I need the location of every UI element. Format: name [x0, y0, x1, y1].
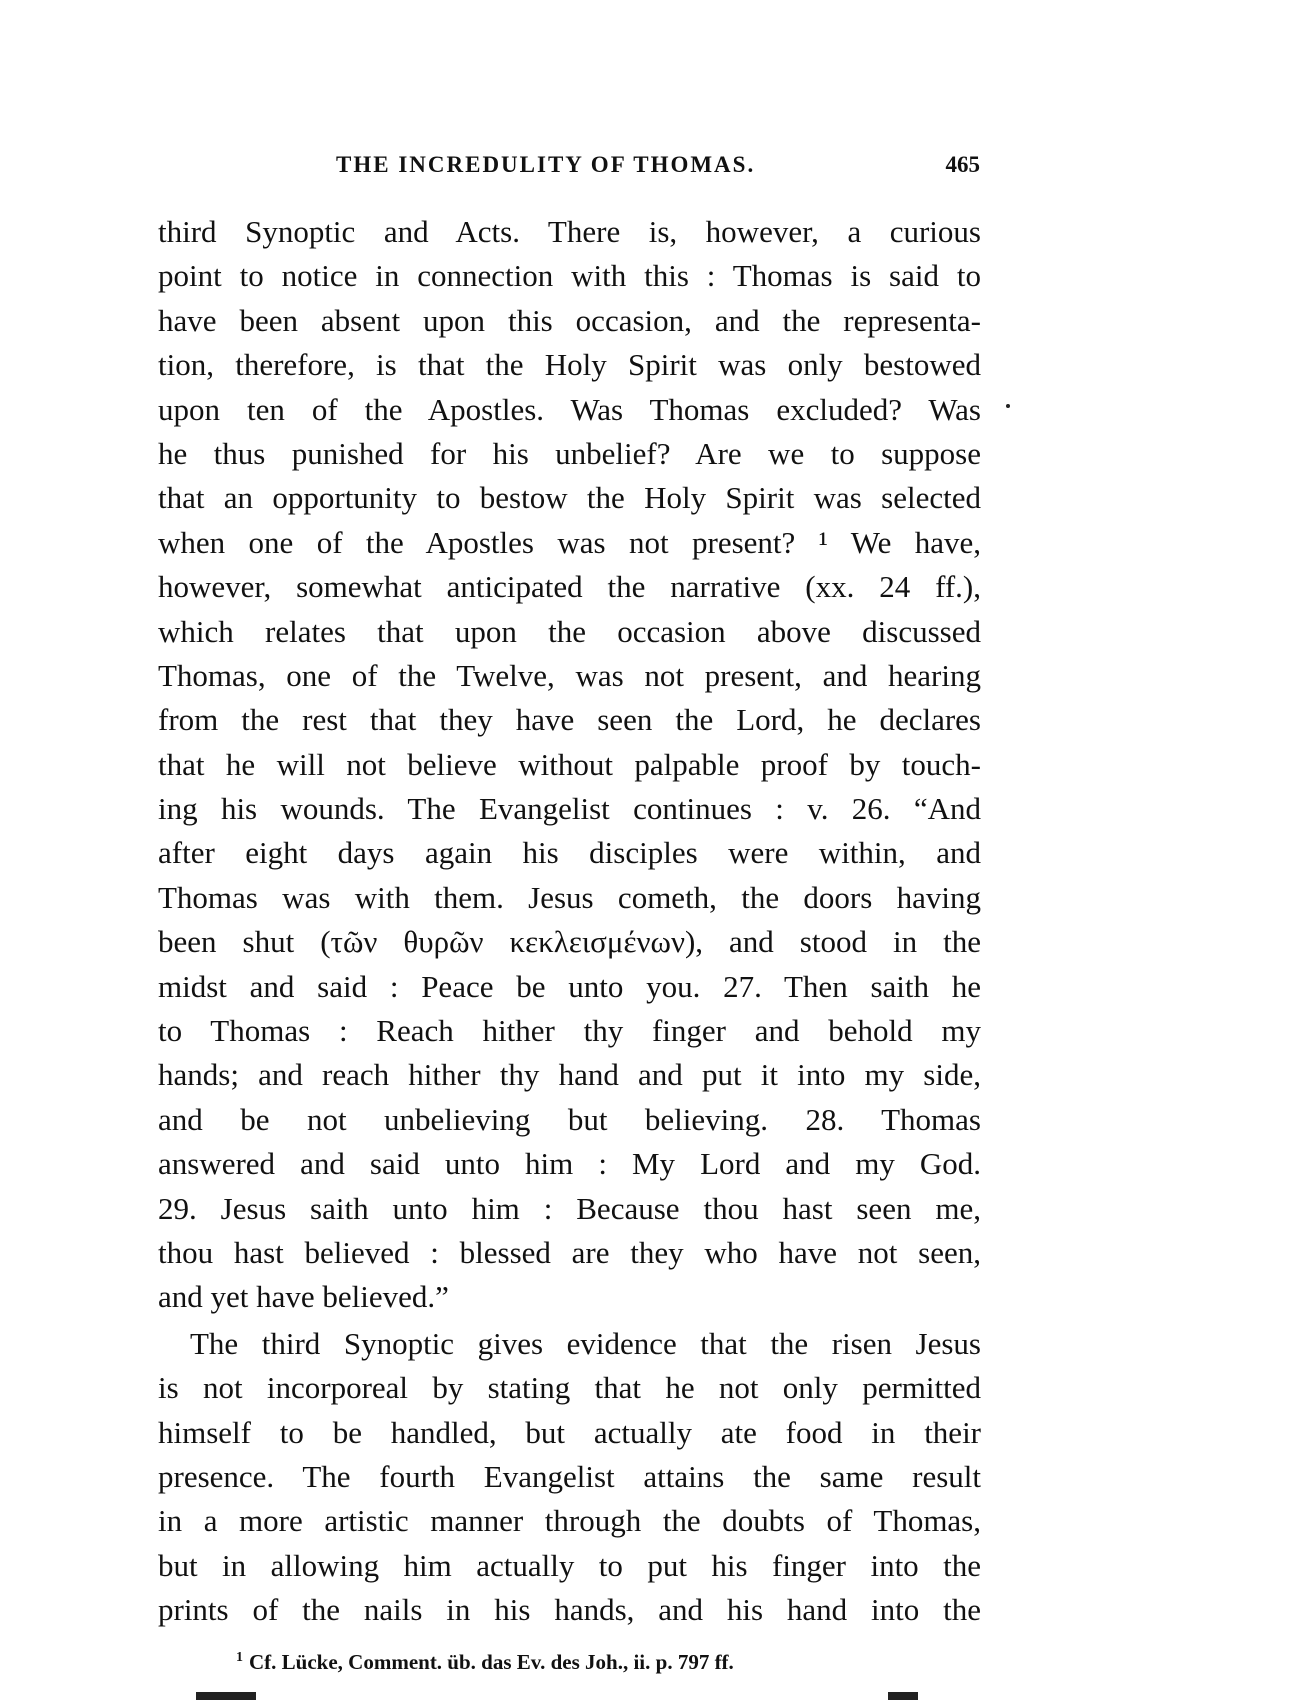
cropped-signature-mark: [888, 1692, 918, 1700]
text-line: himself to be handled, but actually ate food in their: [158, 1414, 981, 1450]
text-line: answered and said unto him : My Lord and my God.: [158, 1146, 981, 1182]
text-line: been shut (τῶν θυρῶν κεκλεισμένων), and stood in the: [158, 924, 981, 960]
text-line: presence. The fourth Evangelist attains the same result: [158, 1458, 981, 1494]
text-line: and be not unbelieving but believing. 28. Thomas: [158, 1101, 981, 1137]
text-line: ing his wounds. The Evangelist continues : v. 26. “And: [158, 791, 981, 827]
running-title: THE INCREDULITY OF THOMAS.: [336, 152, 756, 177]
text-line: point to notice in connection with this : Thomas is said to: [158, 258, 981, 294]
text-line: Thomas was with them. Jesus cometh, the doors having: [158, 879, 981, 915]
text-line: Thomas, one of the Twelve, was not present, and hearing: [158, 657, 981, 693]
footnote-marker: 1: [236, 1650, 243, 1665]
cropped-signature-mark: [196, 1692, 256, 1700]
margin-dot: [1006, 404, 1010, 408]
footnote-text: Cf. Lücke, Comment. üb. das Ev. des Joh., ii. p. 797 ff.: [249, 1650, 734, 1674]
text-line: is not incorporeal by stating that he not only permitted: [158, 1370, 981, 1406]
text-line: thou hast believed : blessed are they who have not seen,: [158, 1234, 981, 1270]
text-line: in a more artistic manner through the doubts of Thomas,: [158, 1503, 981, 1539]
text-line: he thus punished for his unbelief? Are we to suppose: [158, 435, 981, 471]
text-line: upon ten of the Apostles. Was Thomas excluded? Was: [158, 391, 981, 427]
text-line: that an opportunity to bestow the Holy Spirit was selected: [158, 480, 981, 516]
text-line: however, somewhat anticipated the narrative (xx. 24 ff.),: [158, 569, 981, 605]
text-line: tion, therefore, is that the Holy Spirit was only bestowed: [158, 347, 981, 383]
text-line: and yet have believed.”: [158, 1279, 449, 1315]
text-line: from the rest that they have seen the Lord, he declares: [158, 702, 981, 738]
text-line: third Synoptic and Acts. There is, however, a curious: [158, 214, 981, 249]
text-line: to Thomas : Reach hither thy finger and behold my: [158, 1013, 981, 1049]
running-head: [150, 152, 980, 186]
text-line: The third Synoptic gives evidence that the risen Jesus: [190, 1325, 981, 1361]
text-line: prints of the nails in his hands, and his hand into the: [158, 1592, 981, 1628]
text-line: that he will not believe without palpable proof by touch-: [158, 746, 981, 782]
text-line: after eight days again his disciples were within, and: [158, 835, 981, 871]
page-number: 465: [945, 152, 980, 177]
text-line: but in allowing him actually to put his finger into the: [158, 1547, 981, 1583]
body-text: [158, 210, 981, 1633]
text-line: which relates that upon the occasion above discussed: [158, 613, 981, 649]
text-line: have been absent upon this occasion, and the representa-: [158, 302, 981, 338]
text-line: midst and said : Peace be unto you. 27. Then saith he: [158, 968, 981, 1004]
text-line: when one of the Apostles was not present? ¹ We have,: [158, 524, 981, 560]
text-line: hands; and reach hither thy hand and put it into my side,: [158, 1057, 981, 1093]
footnote: [236, 1650, 734, 1675]
text-line: 29. Jesus saith unto him : Because thou hast seen me,: [158, 1190, 981, 1226]
